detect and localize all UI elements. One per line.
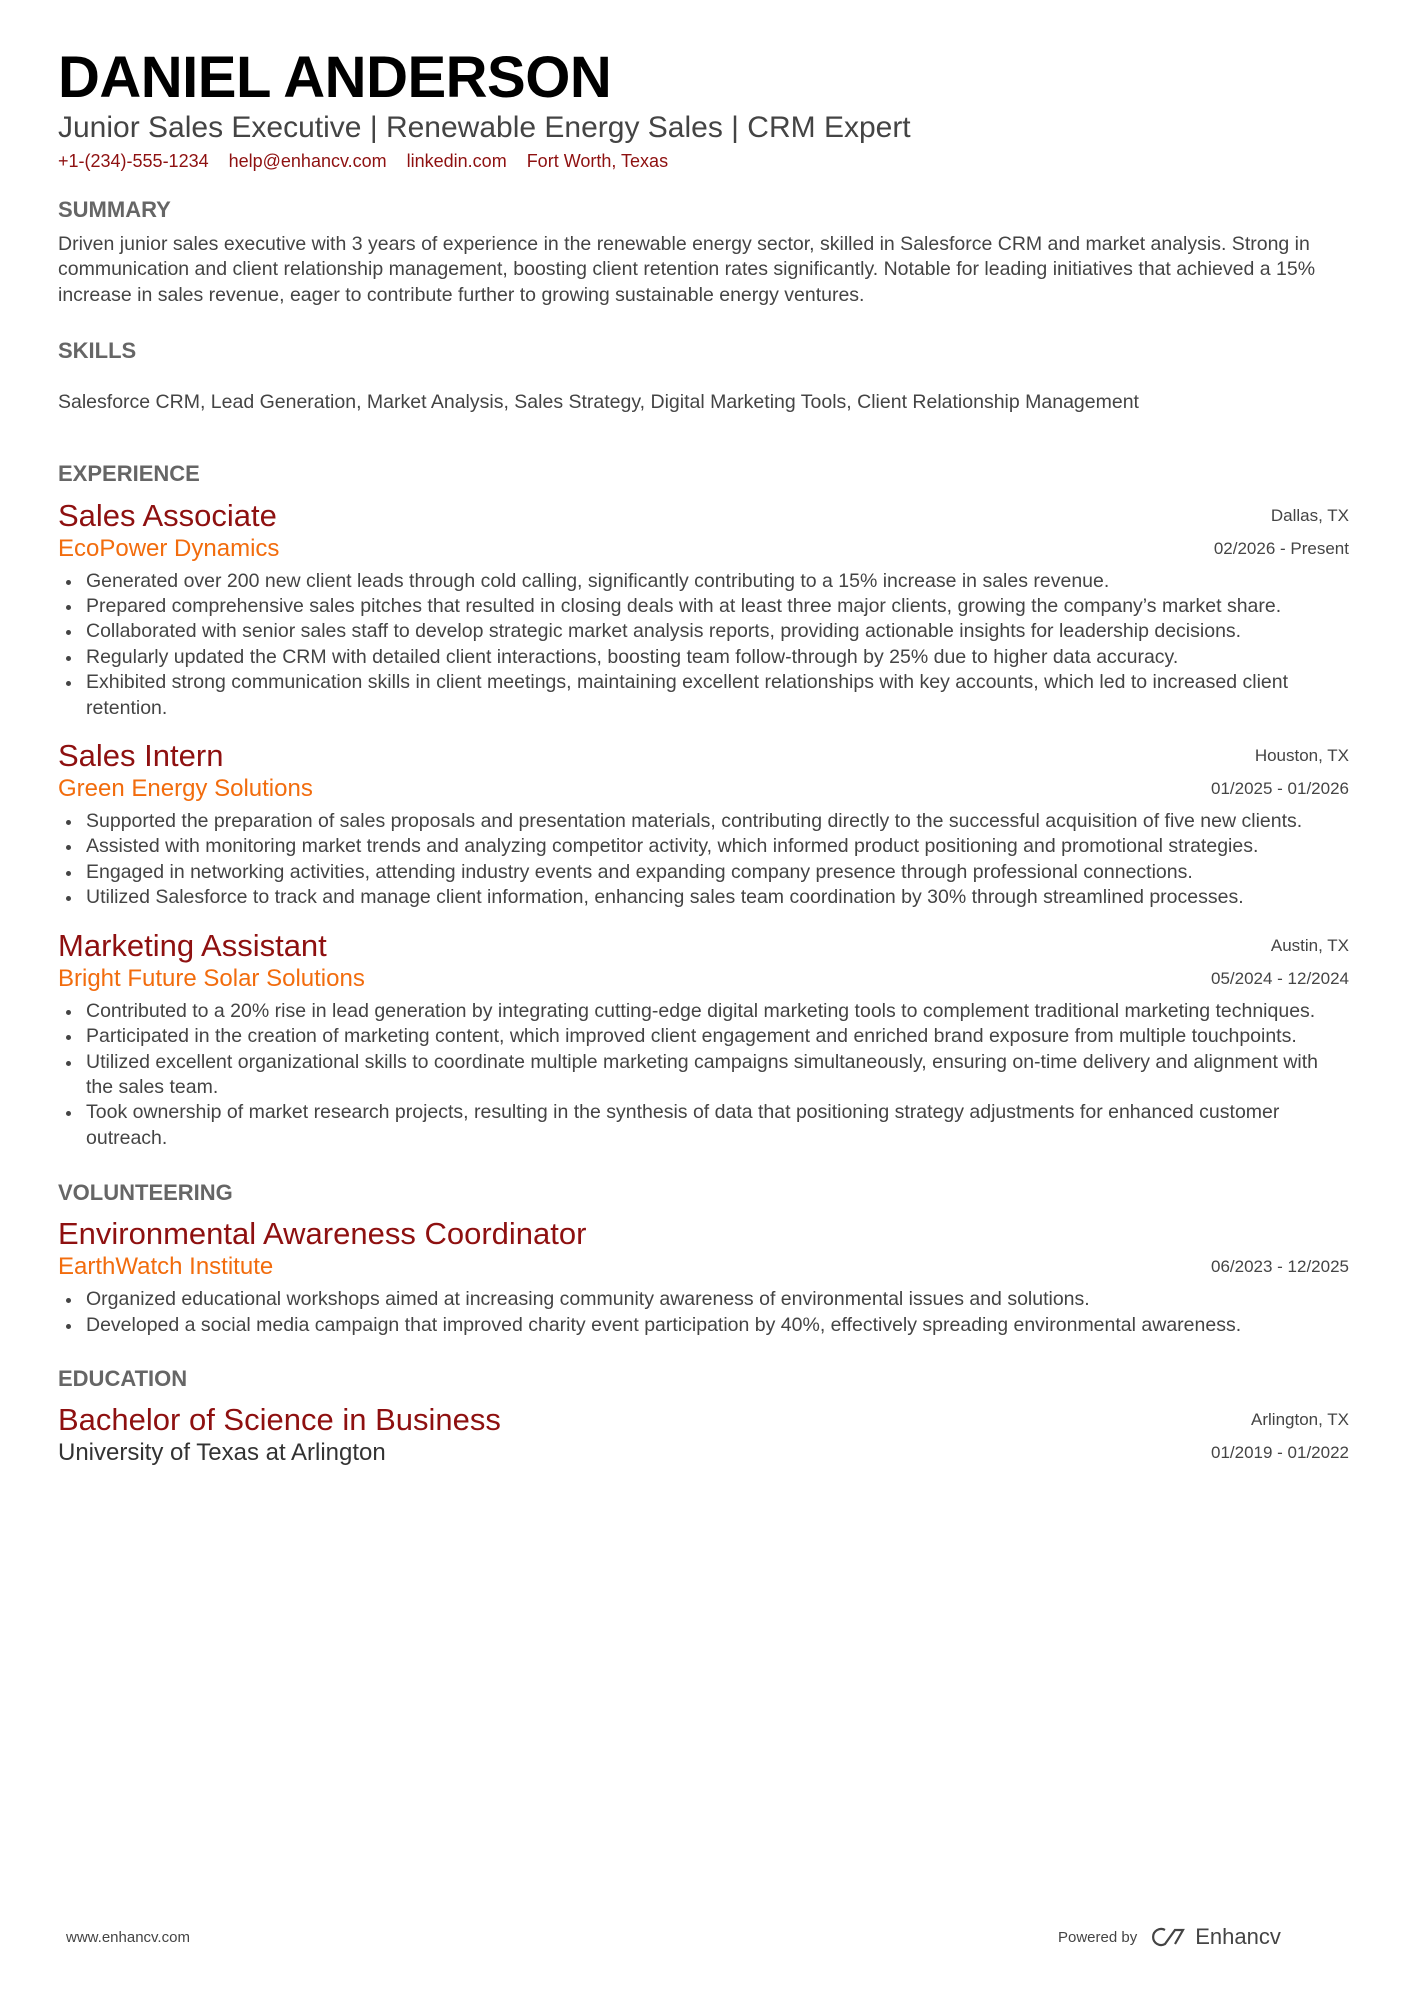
job-title: Marketing Assistant <box>58 927 327 963</box>
bullet: Utilized Salesforce to track and manage client information, enhancing sales team coordination by 30% through streamlined processes. <box>58 885 1349 910</box>
bullet: Took ownership of market research projects, resulting in the synthesis of data that positioning strategy adjustments for enhanced customer outreach. <box>58 1100 1349 1151</box>
job-entry <box>58 928 1349 1151</box>
bullet: Utilized excellent organizational skills to coordinate multiple marketing campaigns simultaneously, ensuring on-time delivery and alignment with the sales team. <box>58 1050 1349 1101</box>
bullet: Regularly updated the CRM with detailed client interactions, boosting team follow-through by 25% due to higher data accuracy. <box>58 645 1349 670</box>
education-location: Arlington, TX <box>1251 1409 1349 1429</box>
company-name: EcoPower Dynamics <box>58 534 280 562</box>
job-location: Dallas, TX <box>1270 505 1349 525</box>
degree: Bachelor of Science in Business <box>58 1401 501 1437</box>
footer-powered <box>1058 1924 1281 1950</box>
company-name: Bright Future Solar Solutions <box>58 964 365 992</box>
skills-heading: SKILLS <box>58 338 137 364</box>
bullet: Assisted with monitoring market trends and analyzing competitor activity, which informed product positioning and promotional strategies. <box>58 834 1349 859</box>
education-dates: 01/2019 - 01/2022 <box>1210 1442 1349 1462</box>
volunteer-org: EarthWatch Institute <box>58 1253 274 1281</box>
candidate-subtitle: Junior Sales Executive | Renewable Energy Sales | CRM Expert <box>58 111 911 144</box>
volunteering-heading: VOLUNTEERING <box>58 1180 233 1206</box>
bullet: Participated in the creation of marketing content, which improved client engagement and enriched brand exposure from multiple touchpoints. <box>58 1024 1349 1049</box>
email-link[interactable]: help@enhancv.com <box>228 151 387 171</box>
job-entry <box>58 738 1349 911</box>
bullet: Organized educational workshops aimed at increasing community awareness of environmental issues and solutions. <box>58 1287 1349 1312</box>
contact-bar <box>58 150 668 172</box>
linkedin-link[interactable]: linkedin.com <box>406 151 507 171</box>
job-entry <box>58 498 1349 721</box>
volunteer-dates: 06/2023 - 12/2025 <box>1210 1257 1349 1277</box>
job-dates: 05/2024 - 12/2024 <box>1210 968 1349 988</box>
brand-name: Enhancv <box>1195 1924 1281 1949</box>
job-dates: 02/2026 - Present <box>1213 538 1349 558</box>
phone-link[interactable]: +1-(234)-555-1234 <box>58 151 209 171</box>
bullet: Collaborated with senior sales staff to develop strategic market analysis reports, providing actionable insights for leadership decisions. <box>58 619 1349 644</box>
footer-site-link[interactable]: www.enhancv.com <box>66 1929 190 1946</box>
volunteer-entry <box>58 1216 1349 1338</box>
candidate-name: DANIEL ANDERSON <box>58 45 612 110</box>
bullet: Supported the preparation of sales proposals and presentation materials, contributing directly to the successful acquisition of five new clients. <box>58 809 1349 834</box>
company-name: Green Energy Solutions <box>58 775 313 803</box>
volunteer-title: Environmental Awareness Coordinator <box>58 1216 587 1252</box>
job-title: Sales Intern <box>58 738 224 774</box>
education-entry <box>58 1402 1349 1468</box>
enhancv-logo[interactable] <box>1149 1924 1281 1950</box>
job-dates: 01/2025 - 01/2026 <box>1210 779 1349 799</box>
summary-text: Driven junior sales executive with 3 years of experience in the renewable energy sector, skilled in Salesforce CRM and market analysis. Strong in communication and client relationship management, boosting client retention rates significantly. Notable for leading initiatives that achieved a 15% increase in sales revenue, eager to contribute further to growing sustainable energy ventures. <box>58 233 1316 306</box>
bullet: Developed a social media campaign that improved charity event participation by 40%, effectively spreading environmental awareness. <box>58 1313 1349 1338</box>
experience-heading: EXPERIENCE <box>58 460 200 486</box>
bullet: Contributed to a 20% rise in lead generation by integrating cutting-edge digital marketing tools to complement traditional marketing techniques. <box>58 999 1349 1024</box>
education-heading: EDUCATION <box>58 1365 188 1391</box>
skills-list: Salesforce CRM, Lead Generation, Market Analysis, Sales Strategy, Digital Marketing Tools, Client Relationship Management <box>58 391 1139 414</box>
job-title: Sales Associate <box>58 497 277 533</box>
bullet: Engaged in networking activities, attending industry events and expanding company presence through professional connections. <box>58 860 1349 885</box>
bullet: Generated over 200 new client leads through cold calling, significantly contributing to a 15% increase in sales revenue. <box>58 569 1349 594</box>
bullet: Prepared comprehensive sales pitches that resulted in closing deals with at least three major clients, growing the company’s market share. <box>58 594 1349 619</box>
enhancv-logo-icon <box>1149 1925 1189 1949</box>
school: University of Texas at Arlington <box>58 1438 386 1466</box>
job-location: Houston, TX <box>1254 746 1349 766</box>
powered-by-text: Powered by <box>1058 1928 1138 1946</box>
experience-list <box>58 498 1349 1152</box>
bullet: Exhibited strong communication skills in client meetings, maintaining excellent relationships with key accounts, which led to increased client retention. <box>58 670 1349 721</box>
summary-heading: SUMMARY <box>58 197 171 222</box>
job-location: Austin, TX <box>1270 935 1349 955</box>
location-text: Fort Worth, Texas <box>526 151 669 171</box>
